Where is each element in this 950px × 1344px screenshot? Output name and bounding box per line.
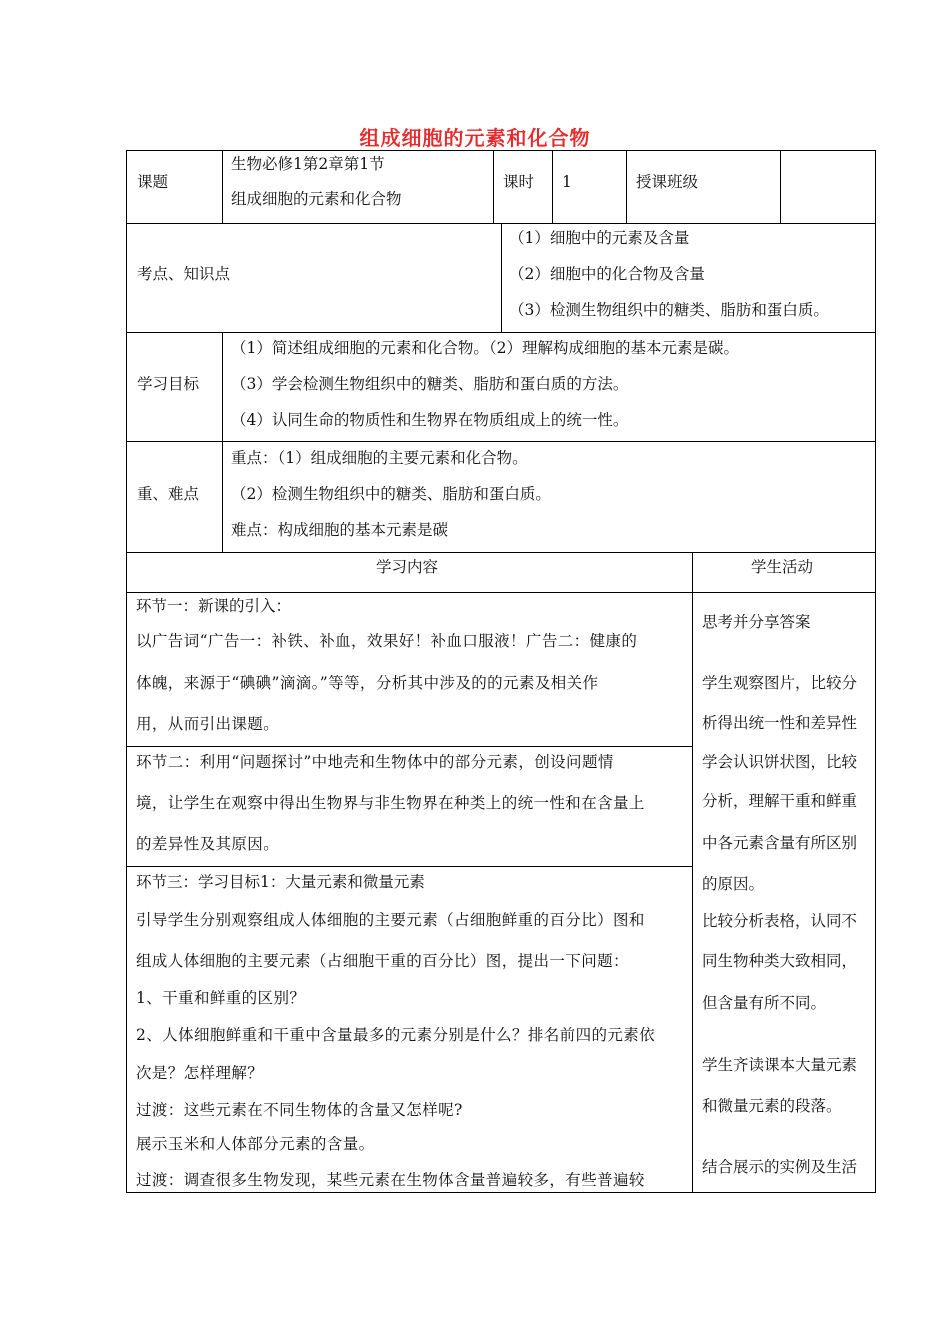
section-3-line: 过渡：这些元素在不同生物体的含量又怎样呢? — [136, 1101, 463, 1119]
key-point-item: 重点：（1）组成细胞的主要元素和化合物。 — [231, 449, 528, 467]
row-divider — [126, 866, 692, 867]
knowledge-item: （2）细胞中的化合物及含量 — [509, 265, 705, 283]
activity-line: 结合展示的实例及生活 — [702, 1158, 858, 1176]
row-divider — [126, 746, 692, 747]
section-3-line: 2、人体细胞鲜重和干重中含量最多的元素分别是什么？排名前四的元素依 — [136, 1026, 656, 1044]
column-divider — [626, 150, 627, 223]
column-divider — [222, 150, 223, 223]
section-3-line: 展示玉米和人体部分元素的含量。 — [136, 1135, 375, 1153]
section-2-line: 环节二：利用“问题探讨”中地壳和生物体中的部分元素，创设问题情 — [136, 753, 614, 771]
section-1-line: 用，从而引出课题。 — [136, 715, 280, 733]
section-3-line: 次是？怎样理解？ — [136, 1064, 264, 1082]
label-topic: 课题 — [137, 173, 169, 191]
activity-line: 同生物种类大致相同， — [702, 952, 858, 970]
column-divider — [692, 552, 693, 1193]
section-3-line: 过渡：调查很多生物发现，某些元素在生物体含量普遍较多，有些普遍较 — [136, 1171, 645, 1189]
section-3-line: 1、干重和鲜重的区别？ — [136, 989, 306, 1007]
column-header-activity: 学生活动 — [751, 558, 814, 576]
activity-line: 分析，理解干重和鲜重 — [702, 792, 858, 810]
row-divider — [126, 441, 876, 442]
activity-line: 中各元素含量有所区别 — [702, 834, 858, 852]
section-3-line: 组成人体细胞的主要元素（占细胞干重的百分比）图，提出一下问题： — [136, 952, 629, 970]
activity-line: 思考并分享答案 — [702, 613, 811, 631]
section-2-line: 的差异性及其原因。 — [136, 835, 280, 853]
column-divider — [501, 223, 502, 332]
document-title: 组成细胞的元素和化合物 — [359, 126, 591, 150]
goal-item: （1）简述组成细胞的元素和化合物。（2）理解构成细胞的基本元素是碳。 — [231, 339, 739, 357]
section-1-heading: 环节一：新课的引入： — [136, 597, 292, 615]
label-goals: 学习目标 — [137, 375, 200, 393]
topic-line-2: 组成细胞的元素和化合物 — [231, 190, 402, 208]
activity-line: 学会认识饼状图，比较 — [702, 753, 858, 771]
key-point-item: （2）检测生物组织中的糖类、脂肪和蛋白质。 — [231, 485, 551, 503]
column-header-content: 学习内容 — [376, 558, 439, 576]
knowledge-item: （1）细胞中的元素及含量 — [509, 229, 690, 247]
section-1-line: 以广告词“广告一：补铁、补血，效果好！补血口服液！广告二：健康的 — [136, 632, 638, 650]
label-class: 授课班级 — [636, 173, 699, 191]
label-period: 课时 — [503, 173, 535, 191]
label-key-points: 重、难点 — [137, 485, 200, 503]
column-divider — [493, 150, 494, 223]
label-knowledge: 考点、知识点 — [137, 265, 231, 283]
topic-line-1: 生物必修1第2章第1节 — [231, 155, 385, 173]
activity-line: 和微量元素的段落。 — [702, 1097, 842, 1115]
row-divider — [126, 592, 876, 593]
activity-line: 学生观察图片，比较分 — [702, 674, 858, 692]
section-3-heading: 环节三：学习目标1：大量元素和微量元素 — [136, 873, 425, 891]
activity-line: 的原因。 — [702, 875, 765, 893]
goal-item: （3）学会检测生物组织中的糖类、脂肪和蛋白质的方法。 — [231, 375, 629, 393]
section-3-line: 引导学生分别观察组成人体细胞的主要元素（占细胞鲜重的百分比）图和 — [136, 911, 645, 929]
column-divider — [222, 332, 223, 552]
goal-item: （4）认同生命的物质性和生物界在物质组成上的统一性。 — [231, 411, 629, 429]
section-2-line: 境，让学生在观察中得出生物界与非生物界在种类上的统一性和在含量上 — [136, 794, 645, 812]
period-value: 1 — [562, 173, 572, 191]
column-divider — [780, 150, 781, 223]
activity-line: 学生齐读课本大量元素 — [702, 1056, 858, 1074]
activity-line: 比较分析表格，认同不 — [702, 912, 858, 930]
activity-line: 但含量有所不同。 — [702, 994, 827, 1012]
knowledge-item: （3）检测生物组织中的糖类、脂肪和蛋白质。 — [509, 301, 829, 319]
section-1-line: 体魄，来源于“碘碘”滴滴。”等等，分析其中涉及的的元素及相关作 — [136, 674, 599, 692]
key-point-item: 难点：构成细胞的基本元素是碳 — [231, 521, 449, 539]
column-divider — [552, 150, 553, 223]
row-divider — [126, 332, 876, 333]
row-divider — [126, 552, 876, 553]
activity-line: 析得出统一性和差异性 — [702, 714, 858, 732]
